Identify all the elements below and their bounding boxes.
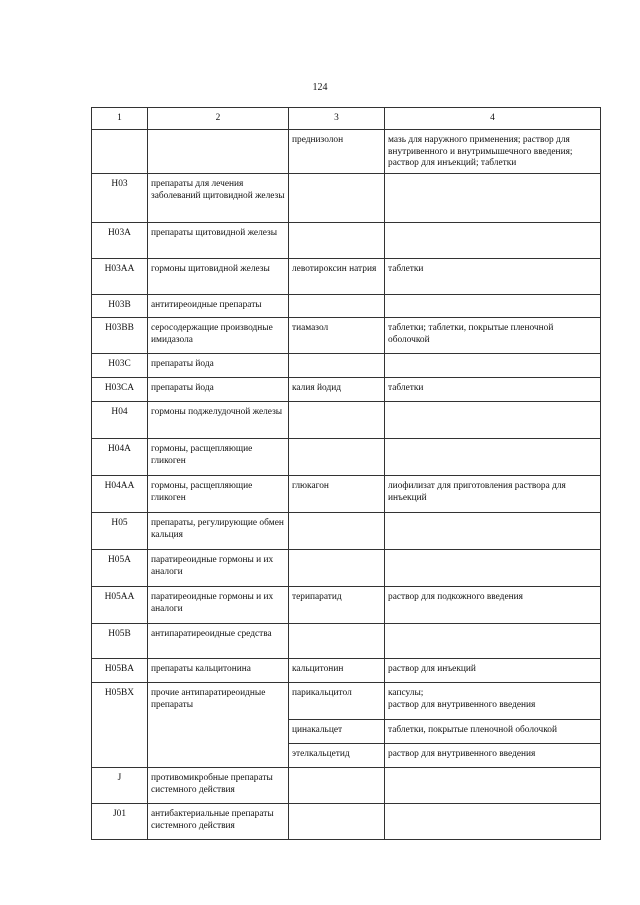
drug-name-cell (289, 768, 385, 804)
group-name-cell: гормоны щитовидной железы (148, 259, 289, 295)
atc-code-cell: H04 (92, 402, 148, 439)
drug-name-cell: глюкагон (289, 476, 385, 513)
table-row (92, 439, 601, 476)
group-name-cell: антитиреоидные препараты (148, 295, 289, 318)
dosage-form-cell (385, 513, 601, 550)
atc-code-cell: H03 (92, 174, 148, 223)
dosage-form-cell: мазь для наружного применения; раствор для внутривенного и внутримышечного введения; раствор для инъекций; таблетки (385, 130, 601, 174)
dosage-form-cell: раствор для подкожного введения (385, 587, 601, 624)
table-row (92, 683, 601, 720)
table-row (92, 513, 601, 550)
table-row (92, 587, 601, 624)
group-name-cell: гормоны поджелудочной железы (148, 402, 289, 439)
dosage-form-cell: таблетки, покрытые пленочной оболочкой (385, 720, 601, 744)
drug-name-cell: кальцитонин (289, 659, 385, 683)
dosage-form-cell: раствор для внутривенного введения (385, 744, 601, 768)
atc-code-cell: H03C (92, 354, 148, 378)
table-row (92, 295, 601, 318)
column-header-3: 3 (289, 108, 385, 130)
column-header-4: 4 (385, 108, 601, 130)
atc-code-cell: H03B (92, 295, 148, 318)
atc-code-cell: H05BX (92, 683, 148, 768)
dosage-form-cell (385, 223, 601, 259)
column-header-1: 1 (92, 108, 148, 130)
group-name-cell: препараты йода (148, 354, 289, 378)
drug-classification-table (91, 107, 601, 840)
table-row (92, 476, 601, 513)
group-name-cell: препараты для лечения заболеваний щитовидной железы (148, 174, 289, 223)
page-number: 124 (312, 82, 328, 93)
dosage-form-cell: таблетки (385, 259, 601, 295)
table-row (92, 402, 601, 439)
atc-code-cell: H05BA (92, 659, 148, 683)
group-name-cell: препараты кальцитонина (148, 659, 289, 683)
drug-name-cell: тиамазол (289, 318, 385, 354)
dosage-form-cell (385, 174, 601, 223)
atc-code-cell: H03CA (92, 378, 148, 402)
dosage-form-cell: таблетки; таблетки, покрытые пленочной оболочкой (385, 318, 601, 354)
dosage-form-cell (385, 683, 601, 720)
group-name-cell: гормоны, расщепляющие гликоген (148, 439, 289, 476)
drug-name-cell: терипаратид (289, 587, 385, 624)
drug-name-cell (289, 804, 385, 840)
atc-code-cell: H04AA (92, 476, 148, 513)
table-row (92, 624, 601, 659)
group-name-cell: паратиреоидные гормоны и их аналоги (148, 587, 289, 624)
drug-name-cell (289, 174, 385, 223)
drug-name-cell: этелкальцетид (289, 744, 385, 768)
atc-code-cell: H05AA (92, 587, 148, 624)
dosage-form-cell (385, 768, 601, 804)
group-name-cell: прочие антипаратиреоидные препараты (148, 683, 289, 768)
atc-code-cell: H05 (92, 513, 148, 550)
group-name-cell: гормоны, расщепляющие гликоген (148, 476, 289, 513)
table-row (92, 804, 601, 840)
drug-name-cell (289, 354, 385, 378)
table-row (92, 130, 601, 174)
drug-name-cell: преднизолон (289, 130, 385, 174)
drug-name-cell (289, 624, 385, 659)
group-name-cell: паратиреоидные гормоны и их аналоги (148, 550, 289, 587)
dosage-form-cell (385, 354, 601, 378)
group-name-cell: препараты йода (148, 378, 289, 402)
drug-name-cell (289, 402, 385, 439)
dosage-form-line: капсулы; (388, 688, 424, 698)
group-name-cell: противомикробные препараты системного действия (148, 768, 289, 804)
drug-name-cell (289, 439, 385, 476)
table-row (92, 550, 601, 587)
group-name-cell: препараты, регулирующие обмен кальция (148, 513, 289, 550)
dosage-form-cell: раствор для инъекций (385, 659, 601, 683)
atc-code-cell: H05B (92, 624, 148, 659)
atc-code-cell: H05A (92, 550, 148, 587)
table-row (92, 174, 601, 223)
drug-name-cell (289, 223, 385, 259)
table-row (92, 354, 601, 378)
group-name-cell (148, 130, 289, 174)
drug-name-cell (289, 513, 385, 550)
column-header-2: 2 (148, 108, 289, 130)
drug-name-cell (289, 550, 385, 587)
group-name-cell: антибактериальные препараты системного действия (148, 804, 289, 840)
table-row (92, 378, 601, 402)
dosage-form-cell (385, 439, 601, 476)
atc-code-cell: H04A (92, 439, 148, 476)
atc-code-cell: J (92, 768, 148, 804)
table-row (92, 223, 601, 259)
table-row (92, 318, 601, 354)
dosage-form-cell (385, 402, 601, 439)
atc-code-cell: H03BB (92, 318, 148, 354)
dosage-form-cell (385, 624, 601, 659)
dosage-form-cell: таблетки (385, 378, 601, 402)
dosage-form-cell (385, 550, 601, 587)
drug-name-cell: парикальцитол (289, 683, 385, 720)
header-row (92, 108, 601, 130)
dosage-form-cell: лиофилизат для приготовления раствора для инъекций (385, 476, 601, 513)
atc-code-cell: H03A (92, 223, 148, 259)
atc-code-cell: J01 (92, 804, 148, 840)
table-row (92, 768, 601, 804)
group-name-cell: препараты щитовидной железы (148, 223, 289, 259)
table-row (92, 659, 601, 683)
dosage-form-cell (385, 295, 601, 318)
atc-code-cell: H03AA (92, 259, 148, 295)
dosage-form-line: раствор для внутривенного введения (388, 699, 536, 710)
table-row (92, 259, 601, 295)
drug-name-cell: цинакальцет (289, 720, 385, 744)
atc-code-cell (92, 130, 148, 174)
group-name-cell: серосодержащие производные имидазола (148, 318, 289, 354)
drug-name-cell: левотироксин натрия (289, 259, 385, 295)
group-name-cell: антипаратиреоидные средства (148, 624, 289, 659)
drug-name-cell: калия йодид (289, 378, 385, 402)
dosage-form-cell (385, 804, 601, 840)
drug-name-cell (289, 295, 385, 318)
